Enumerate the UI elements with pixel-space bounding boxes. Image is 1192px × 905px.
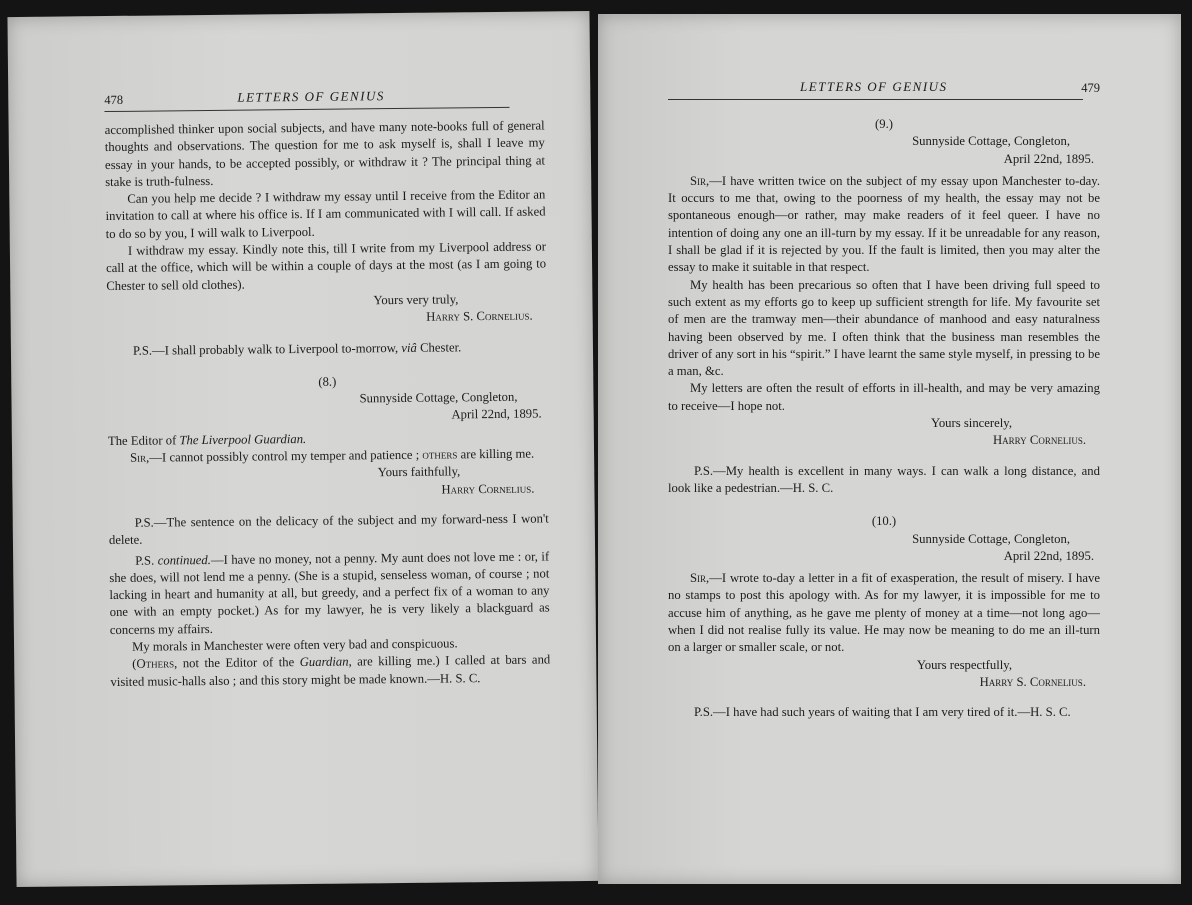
letter-signature: Harry Cornelius.	[993, 433, 1086, 448]
letter-signature: Harry Cornelius.	[441, 481, 535, 497]
postscript: P.S. continued.—I have no money, not a penny. My aunt does not love me : or, if she does, will not lend me a penny. (She is a stupid, senseless woman, of course ; not lacking in heart and humanity at all, but greedy, and a perfect fix of a woman to any one with an empty pocket.) As for my lawyer, he is very likely a blackguard as concerns my affairs.	[109, 548, 550, 637]
letter-recipient: The Editor of The Liverpool Guardian.	[107, 431, 307, 448]
letter-address: Sunnyside Cottage, Congleton,	[912, 134, 1070, 149]
letter-address: Sunnyside Cottage, Congleton,	[912, 531, 1070, 546]
postscript: P.S.—I have had such years of waiting that I am very tired of it.—H. S. C.	[694, 705, 1071, 720]
letter-address: Sunnyside Cottage, Congleton,	[359, 389, 518, 406]
paragraph: I withdraw my essay. Kindly note this, till I write from my Liverpool address or call at the office, which will be within a couple of days at the most (as I am going to Chester to sell old clothes).	[106, 239, 547, 293]
right-page-content	[668, 70, 1100, 722]
letter-date: April 22nd, 1895.	[451, 406, 542, 422]
postscript: P.S.—I shall probably walk to Liverpool to-morrow, viâ Chester.	[132, 339, 462, 358]
paragraph: My morals in Manchester were often very bad and conspicuous.	[131, 636, 458, 654]
page-number: 479	[1081, 81, 1100, 95]
letter-closing: Yours faithfully,	[377, 464, 461, 480]
paragraph: accomplished thinker upon social subjects, and have many note-books full of general thoughts and observations. The question for me to ask myself is, shall I leave my essay in your hands, to be accepted possibly, or withdraw it ? The principal thing at stake is truth-fulness.	[104, 118, 546, 189]
page-number: 478	[104, 92, 124, 108]
right-page	[598, 14, 1181, 884]
paragraph: Sir,—I cannot possibly control my temper and patience ; others are killing me.	[130, 446, 535, 465]
right-page-header	[668, 70, 1100, 104]
letter-number: (9.)	[875, 117, 893, 131]
letter-signature: Harry S. Cornelius.	[426, 308, 533, 324]
header-rule	[668, 99, 1083, 100]
paragraph: Sir,—I wrote to-day a letter in a fit of exasperation, the result of misery. I have no stamps to post this apology with. As for my lawyer, it is impossible for me to accuse him of anything, as he gave me plenty of money at a time—not long ago—when I did not realise fully its value. He may now be meaning to do me an ill-turn on a larger or smaller scale, or not.	[668, 571, 1100, 655]
letter-date: April 22nd, 1895.	[1003, 548, 1094, 563]
running-title: LETTERS OF GENIUS	[800, 79, 948, 94]
letter-date: April 22nd, 1895.	[1003, 151, 1094, 166]
paragraph: My letters are often the result of efforts in ill-health, and may be very amazing to receive—I hope not.	[668, 381, 1100, 413]
letter-number: (10.)	[871, 514, 897, 529]
left-page-content	[104, 77, 550, 690]
letter-closing: Yours very truly,	[373, 292, 459, 308]
left-page	[7, 11, 598, 887]
postscript: P.S.—My health is excellent in many ways. I can walk a long distance, and look like a pedestrian.—H. S. C.	[668, 463, 1100, 495]
postscript: P.S.—The sentence on the delicacy of the subject and my forward-ness I won't delete.	[108, 511, 549, 548]
paragraph: My health has been precarious so often that I have been driving full speed to such extent as my efforts go to keep up sufficient strength for life. My favourite set of men are the tramway men—their abundance of manhood and easy naturalness having been observed by me. I often think that the business man resembles the driver of any sort in his “spirit.” I have learnt the same style myself, in pressing to be a man, &c.	[668, 277, 1100, 379]
letter-number: (8.)	[318, 374, 337, 389]
paragraph: (Others, not the Editor of the Guardian, are killing me.) I called at bars and visited music-halls also ; and this story might be made known.—H. S. C.	[110, 652, 551, 689]
header-rule	[104, 107, 509, 112]
letter-signature: Harry S. Cornelius.	[979, 674, 1086, 689]
paragraph: Can you help me decide ? I withdraw my essay until I receive from the Editor an invitation to call at where his office is. If I am communicated with I will call. If asked to do so by you, I will walk to Liverpool.	[105, 187, 546, 241]
letter-closing: Yours sincerely,	[930, 416, 1012, 431]
letter-closing: Yours respectfully,	[916, 657, 1012, 672]
paragraph: Sir,—I have written twice on the subject of my essay upon Manchester to-day. It occurs to me that, owing to the poorness of my health, the essay may not be spontaneous enough—or rather, may make readers of it feel queer. I have no intention of doing any one an ill-turn by my essay. If it be unreadable for any reason, I shall be glad if it is rejected by you. If the fault is limited, then you may alter the essay to make it suitable in that respect.	[668, 173, 1100, 275]
left-page-header	[104, 77, 544, 116]
running-title: LETTERS OF GENIUS	[237, 88, 385, 105]
